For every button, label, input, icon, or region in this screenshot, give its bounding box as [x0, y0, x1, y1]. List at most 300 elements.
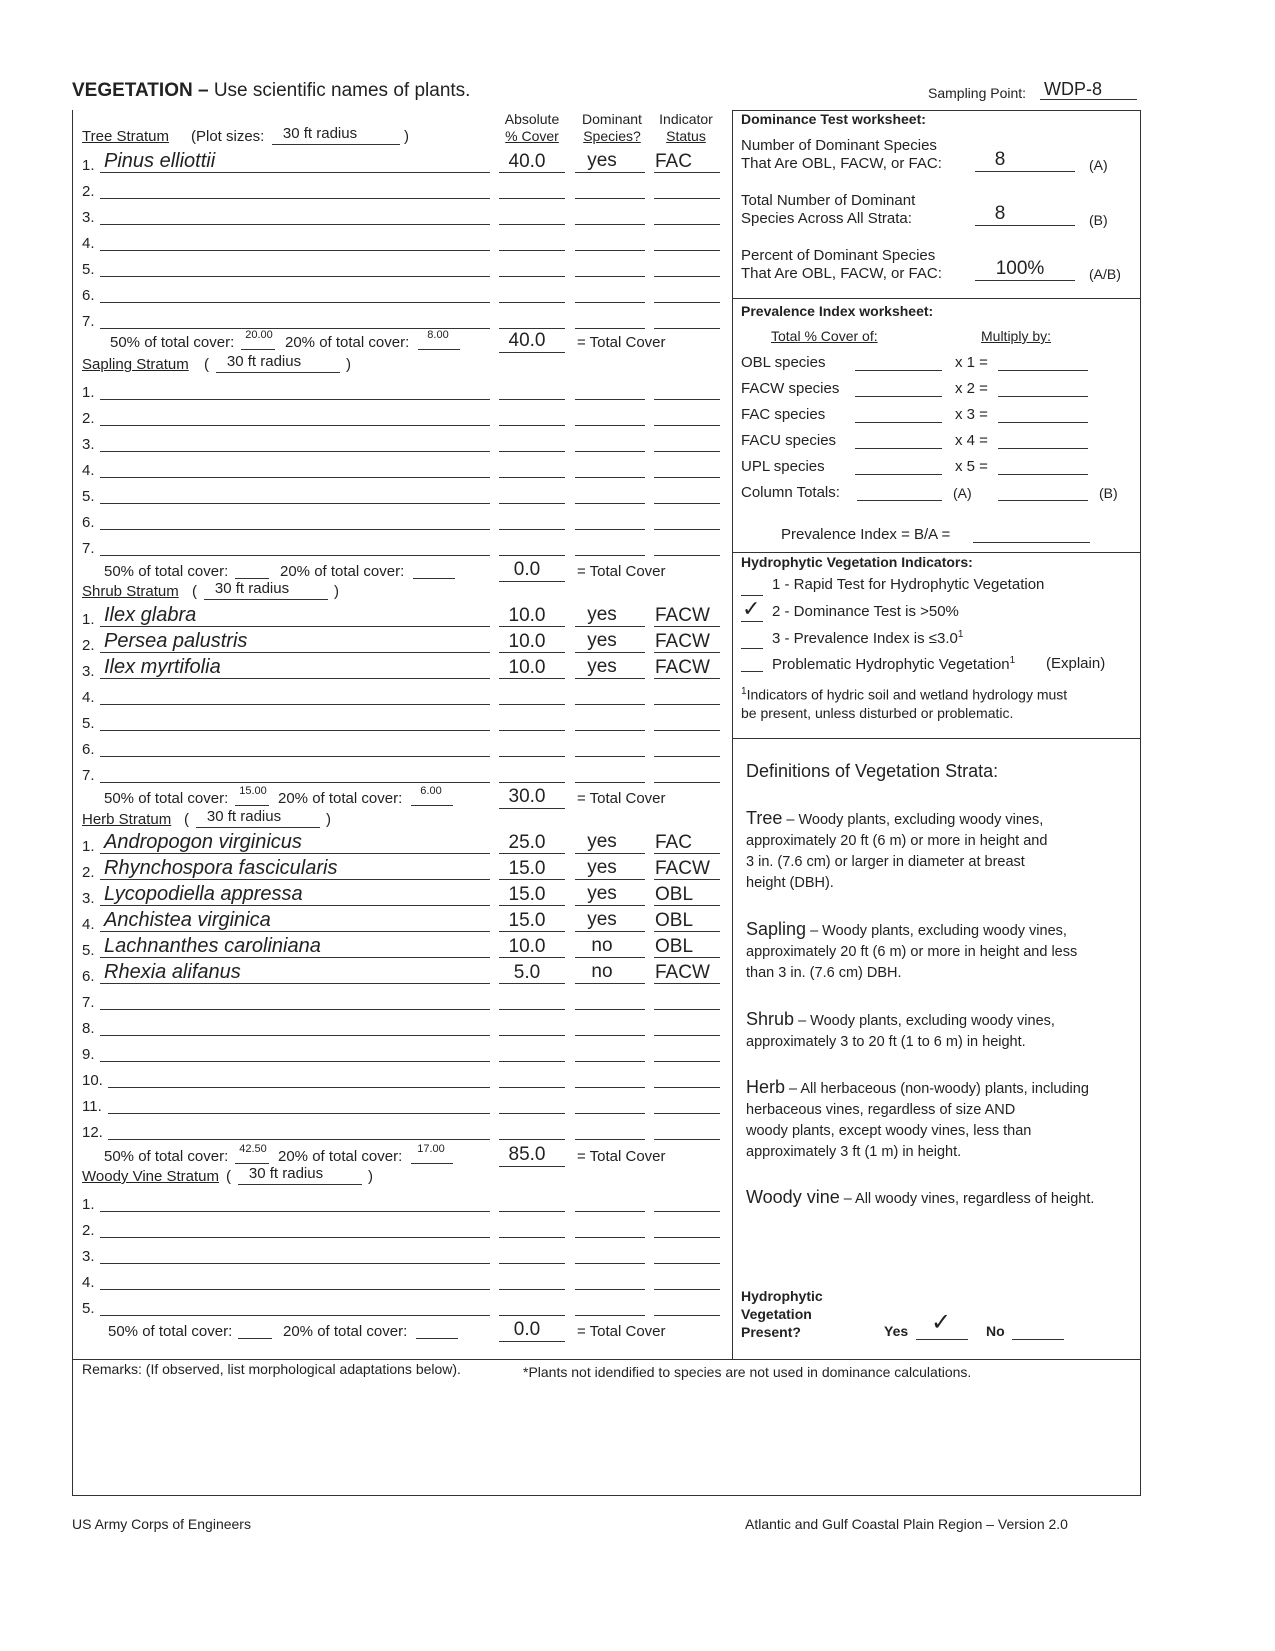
herb-dominant-value[interactable]: no	[591, 961, 613, 982]
herb-dominant-line	[575, 1139, 645, 1140]
vine-species-input[interactable]	[104, 1267, 484, 1287]
vine-plot-size[interactable]: 30 ft radius	[248, 1165, 324, 1182]
vine-row-number: 3.	[82, 1248, 95, 1265]
herb-species-input[interactable]	[104, 1091, 484, 1111]
shrub-indicator-value[interactable]: FACW	[655, 631, 710, 652]
herb-row-number: 7.	[82, 994, 95, 1011]
shrub-dominant-value[interactable]: yes	[587, 630, 617, 651]
vine-species-input[interactable]	[104, 1241, 484, 1261]
sapling-indicator-line	[654, 425, 720, 426]
herb-indicator-line	[654, 1113, 720, 1114]
prevalence-row-label: FACU species	[741, 432, 837, 449]
sapling-indicator-line	[654, 399, 720, 400]
dominance-a-tag: (A)	[1089, 157, 1108, 173]
herb-indicator-value[interactable]: FACW	[655, 962, 710, 983]
shrub-species-line	[100, 782, 490, 783]
tree-dominant-line	[575, 198, 645, 199]
vine-fifty-line	[238, 1338, 272, 1339]
herb-species-name[interactable]: Rhynchospora fascicularis	[104, 857, 338, 879]
herb-twenty-label: 20% of total cover:	[278, 1148, 403, 1165]
definition-herb: Herb – All herbaceous (non-woody) plants, including herbaceous vines, regardless of size AND woody plants, except woody vines, less than approximately 3 ft (1 m) in height.	[746, 1077, 1089, 1160]
shrub-species-line	[100, 704, 490, 705]
tree-indicator-value[interactable]: FAC	[655, 151, 692, 172]
indicator-footnote: $^1$Indicators of hydric soil and wetland hydrology must be present, unless disturbed or problematic.	[741, 686, 1068, 721]
herb-dominant-line	[575, 1061, 645, 1062]
herb-row-number: 12.	[82, 1124, 103, 1141]
shrub-indicator-line	[654, 756, 720, 757]
dominance-a-label: Number of Dominant Species That Are OBL, FACW, or FAC:	[741, 137, 942, 172]
herb-plot-line	[196, 827, 320, 828]
prevalence-cover-field[interactable]	[855, 422, 942, 423]
sapling-dominant-line	[575, 451, 645, 452]
herb-dominant-line	[575, 1087, 645, 1088]
tree-species-input[interactable]	[104, 228, 484, 248]
tree-indicator-line	[654, 198, 720, 199]
present-no-label: No	[986, 1323, 1005, 1339]
shrub-absolute-cover[interactable]: 10.0	[508, 631, 546, 652]
herb-species-name[interactable]: Rhexia alifanus	[104, 961, 241, 983]
shrub-dominant-line	[575, 730, 645, 731]
prevalence-multiplier: x 5 =	[955, 458, 988, 475]
shrub-species-name[interactable]: Ilex myrtifolia	[104, 656, 221, 678]
prevalence-product-field[interactable]	[998, 448, 1088, 449]
shrub-fifty-label: 50% of total cover:	[104, 790, 229, 807]
dominance-a-value[interactable]: 8	[994, 149, 1006, 170]
shrub-row-number: 7.	[82, 767, 95, 784]
herb-cover-line	[499, 1061, 565, 1062]
prevalence-cover-field[interactable]	[855, 474, 942, 475]
sapling-cover-line	[499, 477, 565, 478]
tree-plot-prefix: (Plot sizes:	[191, 128, 265, 145]
herb-species-name[interactable]: Lachnanthes caroliniana	[104, 935, 321, 957]
vine-species-line	[100, 1289, 490, 1290]
sapling-species-line	[100, 529, 490, 530]
tree-row-number: 7.	[82, 313, 95, 330]
left-border	[72, 110, 73, 1496]
dominance-title: Dominance Test worksheet:	[741, 111, 926, 127]
shrub-row-number: 2.	[82, 637, 95, 654]
vine-indicator-line	[654, 1315, 720, 1316]
herb-dominant-value[interactable]: yes	[587, 857, 617, 878]
shrub-twenty-value[interactable]: 6.00	[420, 785, 442, 797]
tree-row-number: 5.	[82, 261, 95, 278]
herb-indicator-line	[654, 1035, 720, 1036]
column-total-a-line[interactable]	[857, 500, 942, 501]
sapling-species-line	[100, 555, 490, 556]
shrub-species-name[interactable]: Ilex glabra	[104, 604, 197, 626]
sapling-total-cover-value[interactable]: 0.0	[513, 559, 541, 580]
tree-row-number: 3.	[82, 209, 95, 226]
tree-plot-size[interactable]: 30 ft radius	[282, 125, 358, 142]
shrub-row-number: 1.	[82, 611, 95, 628]
indicator-4-checkbox[interactable]	[741, 671, 763, 672]
sapling-row-number: 5.	[82, 488, 95, 505]
shrub-species-input[interactable]	[104, 760, 484, 780]
herb-species-line	[100, 1009, 490, 1010]
vine-species-input[interactable]	[104, 1293, 484, 1313]
sapling-species-input[interactable]	[104, 481, 484, 501]
herb-indicator-value[interactable]: OBL	[655, 936, 694, 957]
herb-total-cover-value[interactable]: 85.0	[508, 1144, 546, 1165]
herb-species-input[interactable]	[104, 1039, 484, 1059]
sapling-dominant-line	[575, 425, 645, 426]
tree-fifty-label: 50% of total cover:	[110, 334, 235, 351]
tree-dominant-line	[575, 172, 645, 173]
tree-indicator-line	[654, 250, 720, 251]
herb-row-number: 8.	[82, 1020, 95, 1037]
vine-species-line	[100, 1237, 490, 1238]
tree-absolute-cover[interactable]: 40.0	[508, 151, 546, 172]
tree-cover-line	[499, 302, 565, 303]
indicator-2-label: 2 - Dominance Test is >50%	[772, 603, 959, 620]
sapling-species-input[interactable]	[104, 429, 484, 449]
herb-indicator-line	[654, 1061, 720, 1062]
sapling-cover-line	[499, 503, 565, 504]
herb-species-input[interactable]	[104, 987, 484, 1007]
sapling-indicator-line	[654, 477, 720, 478]
herb-dominant-value[interactable]: no	[591, 935, 613, 956]
sapling-dominant-line	[575, 503, 645, 504]
present-yes-field[interactable]	[916, 1339, 968, 1340]
sapling-fifty-label: 50% of total cover:	[104, 563, 229, 580]
present-no-field[interactable]	[1012, 1339, 1064, 1340]
vine-cover-line	[499, 1237, 565, 1238]
sapling-cover-line	[499, 425, 565, 426]
sapling-species-input[interactable]	[104, 377, 484, 397]
prevalence-product-field[interactable]	[998, 370, 1088, 371]
sapling-plot-line	[216, 372, 340, 373]
shrub-dominant-line	[575, 678, 645, 679]
sapling-row-number: 3.	[82, 436, 95, 453]
dominance-b-line	[975, 225, 1075, 226]
herb-row-number: 9.	[82, 1046, 95, 1063]
tree-species-input[interactable]	[104, 176, 484, 196]
vine-species-line	[100, 1263, 490, 1264]
tree-species-line	[100, 250, 490, 251]
prevalence-cover-field[interactable]	[855, 370, 942, 371]
dominance-a-line	[975, 171, 1075, 172]
footer-right: Atlantic and Gulf Coastal Plain Region – Version 2.0	[745, 1516, 1068, 1532]
shrub-dominant-line	[575, 626, 645, 627]
tree-indicator-line	[654, 224, 720, 225]
tree-indicator-line	[654, 276, 720, 277]
tree-fifty-line	[241, 349, 275, 350]
prevalence-index-line[interactable]	[973, 542, 1090, 543]
shrub-row-number: 5.	[82, 715, 95, 732]
shrub-species-name[interactable]: Persea palustris	[104, 630, 248, 652]
tree-stratum-label: Tree Stratum	[82, 128, 169, 145]
sapling-indicator-line	[654, 555, 720, 556]
prevalence-row-label: UPL species	[741, 458, 825, 475]
sapling-stratum-label: Sapling Stratum	[82, 356, 189, 373]
shrub-indicator-line	[654, 730, 720, 731]
tree-cover-line	[499, 328, 565, 329]
column-total-a-tag: (A)	[953, 485, 972, 501]
shrub-fifty-line	[235, 805, 269, 806]
shrub-plot-size[interactable]: 30 ft radius	[214, 580, 290, 597]
tree-dominant-line	[575, 302, 645, 303]
indicator-3-checkbox[interactable]	[741, 648, 763, 649]
tree-row-number: 2.	[82, 183, 95, 200]
herb-twenty-value[interactable]: 17.00	[417, 1143, 445, 1155]
tree-fifty-value[interactable]: 20.00	[245, 329, 273, 341]
shrub-dominant-line	[575, 652, 645, 653]
vine-total-cover-line	[499, 1341, 565, 1342]
shrub-species-line	[100, 730, 490, 731]
herb-species-input[interactable]	[104, 1117, 484, 1137]
shrub-total-cover-line	[499, 808, 565, 809]
herb-stratum-label: Herb Stratum	[82, 811, 172, 828]
shrub-dominant-line	[575, 704, 645, 705]
remarks-top-border	[72, 1359, 1140, 1360]
vine-species-line	[100, 1315, 490, 1316]
herb-indicator-line	[654, 1087, 720, 1088]
indicator-2-check-icon: ✓	[742, 596, 761, 621]
vine-cover-line	[499, 1315, 565, 1316]
tree-total-cover-value[interactable]: 40.0	[508, 330, 546, 351]
prevalence-multiplier: x 1 =	[955, 354, 988, 371]
herb-dominant-line	[575, 983, 645, 984]
vine-total-cover-label: = Total Cover	[577, 1323, 666, 1340]
herb-species-name[interactable]: Andropogon virginicus	[104, 831, 302, 853]
vine-indicator-line	[654, 1263, 720, 1264]
tree-species-line	[100, 302, 490, 303]
tree-species-input[interactable]	[104, 306, 484, 326]
shrub-dominant-value[interactable]: yes	[587, 604, 617, 625]
herb-row-number: 2.	[82, 864, 95, 881]
sapling-cover-line	[499, 555, 565, 556]
tree-species-input[interactable]	[104, 280, 484, 300]
remarks-field[interactable]	[80, 1384, 1132, 1489]
definition-woody-vine: Woody vine – All woody vines, regardless of height.	[746, 1187, 1095, 1207]
dominant-species-header: Dominant Species?	[582, 111, 642, 144]
herb-indicator-line	[654, 1139, 720, 1140]
herb-absolute-cover[interactable]: 5.0	[513, 962, 541, 983]
dominance-b-label: Total Number of Dominant Species Across All Strata:	[741, 192, 916, 227]
herb-absolute-cover[interactable]: 15.0	[508, 884, 546, 905]
tree-row-number: 4.	[82, 235, 95, 252]
tree-indicator-line	[654, 302, 720, 303]
tree-dominant-value[interactable]: yes	[587, 150, 617, 171]
vine-plot-close: )	[368, 1168, 373, 1185]
herb-dominant-line	[575, 1113, 645, 1114]
prevalence-index-label: Prevalence Index = B/A =	[781, 526, 951, 543]
shrub-species-input[interactable]	[104, 734, 484, 754]
herb-fifty-line	[235, 1163, 269, 1164]
tree-dominant-line	[575, 328, 645, 329]
vine-row-number: 4.	[82, 1274, 95, 1291]
sapling-species-input[interactable]	[104, 533, 484, 553]
herb-indicator-value[interactable]: OBL	[655, 884, 694, 905]
dominance-b-value[interactable]: 8	[994, 203, 1006, 224]
sapling-species-input[interactable]	[104, 507, 484, 527]
sapling-dominant-line	[575, 399, 645, 400]
tree-species-name[interactable]: Pinus elliottii	[104, 150, 216, 172]
definition-shrub: Shrub – Woody plants, excluding woody vines, approximately 3 to 20 ft (1 to 6 m) in height.	[746, 1009, 1055, 1050]
shrub-cover-line	[499, 782, 565, 783]
herb-indicator-line	[654, 1009, 720, 1010]
dominance-c-value[interactable]: 100%	[995, 258, 1045, 279]
herb-species-input[interactable]	[104, 1065, 484, 1085]
prevalence-title: Prevalence Index worksheet:	[741, 303, 934, 319]
sapling-twenty-label: 20% of total cover:	[280, 563, 405, 580]
herb-row-number: 3.	[82, 890, 95, 907]
dominance-c-line	[975, 280, 1075, 281]
herb-absolute-cover[interactable]: 15.0	[508, 858, 546, 879]
vine-twenty-line	[416, 1338, 458, 1339]
herb-dominant-value[interactable]: yes	[587, 831, 617, 852]
herb-absolute-cover[interactable]: 25.0	[508, 832, 546, 853]
vine-indicator-line	[654, 1237, 720, 1238]
herb-plot-open: (	[184, 811, 189, 828]
vine-species-line	[100, 1211, 490, 1212]
definitions-title: Definitions of Vegetation Strata:	[746, 761, 999, 781]
shrub-stratum-label: Shrub Stratum	[82, 583, 179, 600]
herb-row-number: 1.	[82, 838, 95, 855]
vine-dominant-line	[575, 1289, 645, 1290]
tree-species-line	[100, 224, 490, 225]
herb-absolute-cover[interactable]: 10.0	[508, 936, 546, 957]
sapling-plot-close: )	[346, 356, 351, 373]
vine-indicator-line	[654, 1211, 720, 1212]
shrub-plot-line	[204, 599, 328, 600]
vine-species-input[interactable]	[104, 1189, 484, 1209]
shrub-total-cover-value[interactable]: 30.0	[508, 786, 546, 807]
tree-cover-line	[499, 198, 565, 199]
sapling-row-number: 6.	[82, 514, 95, 531]
shrub-indicator-line	[654, 782, 720, 783]
sapling-plot-open: (	[204, 356, 209, 373]
shrub-species-input[interactable]	[104, 708, 484, 728]
sapling-row-number: 7.	[82, 540, 95, 557]
prevalence-h1: Total % Cover of:	[771, 328, 878, 344]
vine-row-number: 5.	[82, 1300, 95, 1317]
herb-row-number: 5.	[82, 942, 95, 959]
tree-species-line	[100, 198, 490, 199]
herb-indicator-value[interactable]: OBL	[655, 910, 694, 931]
definition-tree: Tree – Woody plants, excluding woody vines, approximately 20 ft (6 m) or more in height and 3 in. (7.6 cm) or larger in diameter at breast height (DBH).	[746, 808, 1048, 891]
prevalence-multiplier: x 4 =	[955, 432, 988, 449]
prevalence-cover-field[interactable]	[855, 396, 942, 397]
herb-plot-size[interactable]: 30 ft radius	[206, 808, 282, 825]
herb-absolute-cover[interactable]: 15.0	[508, 910, 546, 931]
sapling-dominant-line	[575, 555, 645, 556]
tree-species-input[interactable]	[104, 254, 484, 274]
sapling-row-number: 1.	[82, 384, 95, 401]
herb-dominant-line	[575, 1035, 645, 1036]
shrub-indicator-line	[654, 704, 720, 705]
shrub-cover-line	[499, 704, 565, 705]
shrub-fifty-value[interactable]: 15.00	[239, 785, 267, 797]
shrub-total-cover-label: = Total Cover	[577, 790, 666, 807]
vine-cover-line	[499, 1263, 565, 1264]
column-total-b-line[interactable]	[998, 500, 1088, 501]
footer-left: US Army Corps of Engineers	[72, 1516, 251, 1532]
tree-row-number: 6.	[82, 287, 95, 304]
tree-species-input[interactable]	[104, 202, 484, 222]
herb-row-number: 11.	[82, 1098, 102, 1115]
herb-dominant-line	[575, 957, 645, 958]
tree-indicator-line	[654, 328, 720, 329]
sampling-point-value[interactable]: WDP-8	[1044, 79, 1102, 99]
prevalence-product-field[interactable]	[998, 396, 1088, 397]
column-total-b-tag: (B)	[1099, 485, 1118, 501]
herb-indicator-value[interactable]: FAC	[655, 832, 692, 853]
shrub-absolute-cover[interactable]: 10.0	[508, 657, 546, 678]
sapling-plot-size[interactable]: 30 ft radius	[226, 353, 302, 370]
herb-species-line	[100, 1035, 490, 1036]
herb-dominant-line	[575, 931, 645, 932]
sapling-species-line	[100, 477, 490, 478]
dominance-c-label: Percent of Dominant Species That Are OBL, FACW, or FAC:	[741, 247, 942, 282]
title-rest: Use scientific names of plants.	[213, 80, 471, 101]
tree-twenty-value[interactable]: 8.00	[427, 329, 449, 341]
tree-twenty-line	[418, 349, 460, 350]
prevalence-cover-field[interactable]	[855, 448, 942, 449]
remarks-note: *Plants not idendified to species are not used in dominance calculations.	[523, 1364, 972, 1380]
tree-plot-close: )	[404, 128, 409, 145]
title-bold: VEGETATION –	[72, 80, 214, 101]
vine-plot-open: (	[226, 1168, 231, 1185]
sapling-row-number: 4.	[82, 462, 95, 479]
herb-fifty-value[interactable]: 42.50	[239, 1143, 267, 1155]
sapling-species-line	[100, 399, 490, 400]
sapling-species-input[interactable]	[104, 403, 484, 423]
herb-fifty-label: 50% of total cover:	[104, 1148, 229, 1165]
sapling-species-input[interactable]	[104, 455, 484, 475]
prevalence-top-border	[732, 298, 1140, 299]
prevalence-h2: Multiply by:	[981, 328, 1052, 344]
shrub-indicator-value[interactable]: FACW	[655, 657, 710, 678]
tree-total-cover-label: = Total Cover	[577, 334, 666, 351]
shrub-cover-line	[499, 730, 565, 731]
herb-species-name[interactable]: Anchistea virginica	[104, 909, 271, 931]
vine-fifty-label: 50% of total cover:	[108, 1323, 233, 1340]
prevalence-row-label: FACW species	[741, 380, 840, 397]
vine-total-cover-value[interactable]: 0.0	[513, 1319, 541, 1340]
prevalence-product-field[interactable]	[998, 474, 1088, 475]
indicators-top-border	[732, 552, 1140, 553]
shrub-dominant-value[interactable]: yes	[587, 656, 617, 677]
shrub-row-number: 3.	[82, 663, 95, 680]
shrub-absolute-cover[interactable]: 10.0	[508, 605, 546, 626]
herb-species-line	[108, 1113, 490, 1114]
herb-dominant-value[interactable]: yes	[587, 909, 617, 930]
vine-row-number: 1.	[82, 1196, 95, 1213]
herb-species-name[interactable]: Lycopodiella appressa	[104, 883, 303, 905]
vine-dominant-line	[575, 1211, 645, 1212]
sapling-cover-line	[499, 529, 565, 530]
shrub-row-number: 6.	[82, 741, 95, 758]
indicators-title: Hydrophytic Vegetation Indicators:	[741, 554, 973, 570]
shrub-indicator-value[interactable]: FACW	[655, 605, 710, 626]
herb-species-line	[100, 1061, 490, 1062]
herb-indicator-value[interactable]: FACW	[655, 858, 710, 879]
prevalence-product-field[interactable]	[998, 422, 1088, 423]
sapling-dominant-line	[575, 477, 645, 478]
definitions-top-border	[732, 738, 1140, 739]
prevalence-multiplier: x 2 =	[955, 380, 988, 397]
herb-dominant-value[interactable]: yes	[587, 883, 617, 904]
sapling-species-line	[100, 503, 490, 504]
herb-species-input[interactable]	[104, 1013, 484, 1033]
herb-dominant-line	[575, 879, 645, 880]
herb-dominant-line	[575, 905, 645, 906]
vine-species-input[interactable]	[104, 1215, 484, 1235]
shrub-species-input[interactable]	[104, 682, 484, 702]
herb-row-number: 10.	[82, 1072, 103, 1089]
herb-total-cover-label: = Total Cover	[577, 1148, 666, 1165]
